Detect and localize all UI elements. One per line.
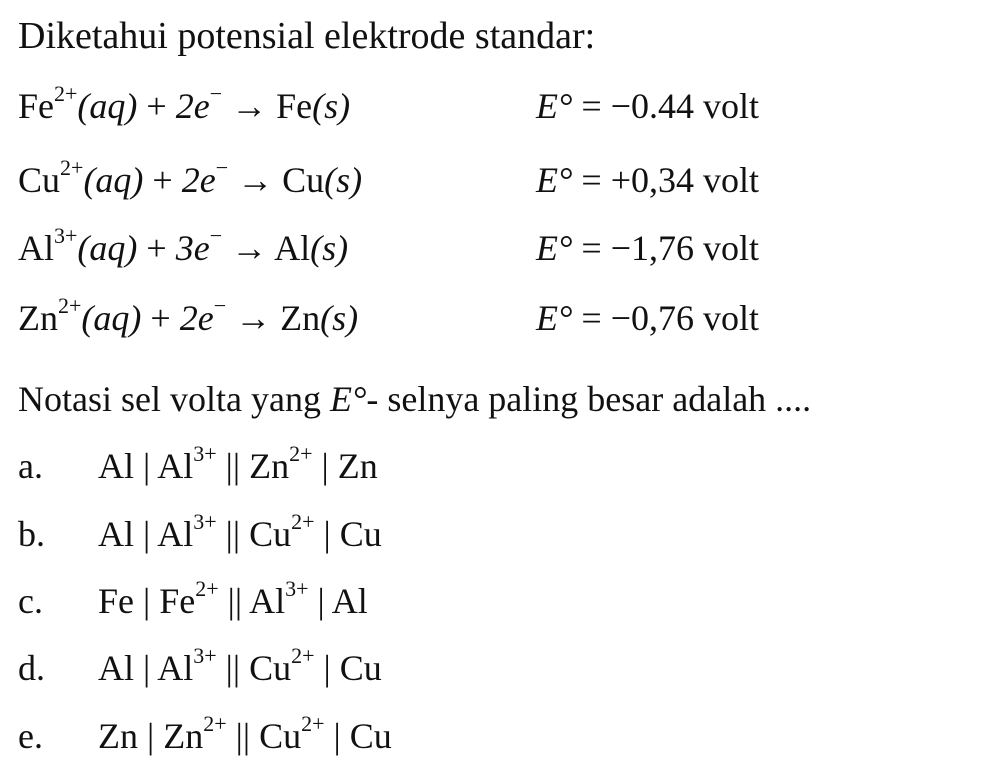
separator: | [134,446,158,486]
separator: | [312,446,338,486]
cathode: Al [331,581,368,621]
standard-potential [536,290,759,346]
cathode-ion: Cu [249,514,292,554]
question-text [18,374,811,424]
separator: | [134,648,158,688]
potential-symbol: E° [536,228,573,268]
product-state: (s) [312,86,351,126]
electron-charge: − [215,155,229,180]
ion-symbol: Zn [18,298,58,338]
separator: | [308,581,332,621]
option-letter: c. [18,581,43,621]
anode-ion-charge: 2+ [195,576,219,601]
cathode-ion-charge: 3+ [285,576,309,601]
plus-sign: + [143,160,182,200]
ion-state: (aq) [77,228,138,268]
anode-ion: Zn [163,716,204,756]
reaction-arrow: → [222,228,275,268]
product-symbol: Al [274,228,311,268]
cathode-ion: Al [249,581,286,621]
cathode-ion-charge: 2+ [301,711,325,736]
salt-bridge: || [226,716,260,756]
anode-ion: Al [157,514,194,554]
cell-notation [98,710,392,762]
separator: | [314,514,340,554]
anode-ion-charge: 3+ [193,509,217,534]
ion-symbol: Fe [18,86,54,126]
cathode: Cu [349,716,392,756]
electron-charge: − [213,293,227,318]
cathode: Zn [337,446,378,486]
ion-symbol: Cu [18,160,61,200]
cell-notation [98,440,378,492]
separator: | [324,716,350,756]
cathode: Cu [339,514,382,554]
half-reaction-row [18,290,978,346]
standard-potential [536,152,759,208]
ion-state: (aq) [77,86,138,126]
cell-notation [98,575,368,627]
anode: Fe [98,581,134,621]
anode-ion-charge: 3+ [193,441,217,466]
cathode-ion-charge: 2+ [289,441,313,466]
reaction-arrow: → [226,298,281,338]
separator: | [134,581,160,621]
anode-ion: Al [157,446,194,486]
product-state: (s) [320,298,359,338]
cathode-ion-charge: 2+ [291,643,315,668]
separator: | [314,648,340,688]
half-reaction-row [18,220,978,276]
product-symbol: Fe [276,86,313,126]
option-letter: d. [18,648,45,688]
option-letter: a. [18,446,43,486]
ion-charge: 2+ [54,81,78,106]
product-state: (s) [324,160,363,200]
plus-sign: + [137,86,176,126]
product-symbol: Zn [280,298,321,338]
ion-state: (aq) [83,160,144,200]
cathode-ion: Zn [249,446,290,486]
reaction-arrow: → [228,160,283,200]
standard-potential [536,78,759,134]
salt-bridge: || [216,446,250,486]
potential-value: = −1,76 volt [572,228,759,268]
question-before: Notasi sel volta yang [18,379,330,419]
cathode-ion: Cu [249,648,292,688]
half-reaction-equation [18,152,362,208]
anode-ion: Fe [159,581,196,621]
electron-charge: − [209,81,223,106]
half-reaction-equation [18,78,350,134]
potential-symbol: E° [536,298,573,338]
plus-sign: + [141,298,180,338]
half-reaction-row [18,152,978,208]
anode: Al [98,446,134,486]
ion-charge: 3+ [54,223,78,248]
question-symbol: E° [329,379,367,419]
potential-symbol: E° [536,86,573,126]
electrons: 2e [175,86,210,126]
potential-value: = +0,34 volt [572,160,759,200]
salt-bridge: || [218,581,250,621]
potential-value: = −0.44 volt [572,86,759,126]
anode-ion: Al [157,648,194,688]
reaction-arrow: → [222,86,277,126]
electrons: 2e [179,298,214,338]
cell-notation [98,508,382,560]
anode-ion-charge: 2+ [203,711,227,736]
plus-sign: + [137,228,176,268]
product-state: (s) [310,228,349,268]
ion-state: (aq) [81,298,142,338]
ion-symbol: Al [18,228,54,268]
cell-notation [98,642,382,694]
product-symbol: Cu [282,160,325,200]
electrons: 2e [181,160,216,200]
cathode-ion-charge: 2+ [291,509,315,534]
anode: Al [98,514,134,554]
cathode: Cu [339,648,382,688]
separator: | [138,716,164,756]
half-reaction-row [18,78,978,134]
ion-charge: 2+ [58,293,82,318]
option-letter: e. [18,716,43,756]
option-letter: b. [18,514,45,554]
half-reaction-equation [18,290,358,346]
salt-bridge: || [216,648,250,688]
half-reaction-equation [18,220,348,276]
potential-value: = −0,76 volt [572,298,759,338]
standard-potential [536,220,759,276]
potential-symbol: E° [536,160,573,200]
intro-text: Diketahui potensial elektrode standar: [18,15,596,57]
electrons: 3e [175,228,210,268]
salt-bridge: || [216,514,250,554]
anode: Zn [98,716,138,756]
question-after: - selnya paling besar adalah .... [366,379,812,419]
anode: Al [98,648,134,688]
electron-charge: − [209,223,223,248]
ion-charge: 2+ [60,155,84,180]
cathode-ion: Cu [259,716,302,756]
separator: | [134,514,158,554]
anode-ion-charge: 3+ [193,643,217,668]
